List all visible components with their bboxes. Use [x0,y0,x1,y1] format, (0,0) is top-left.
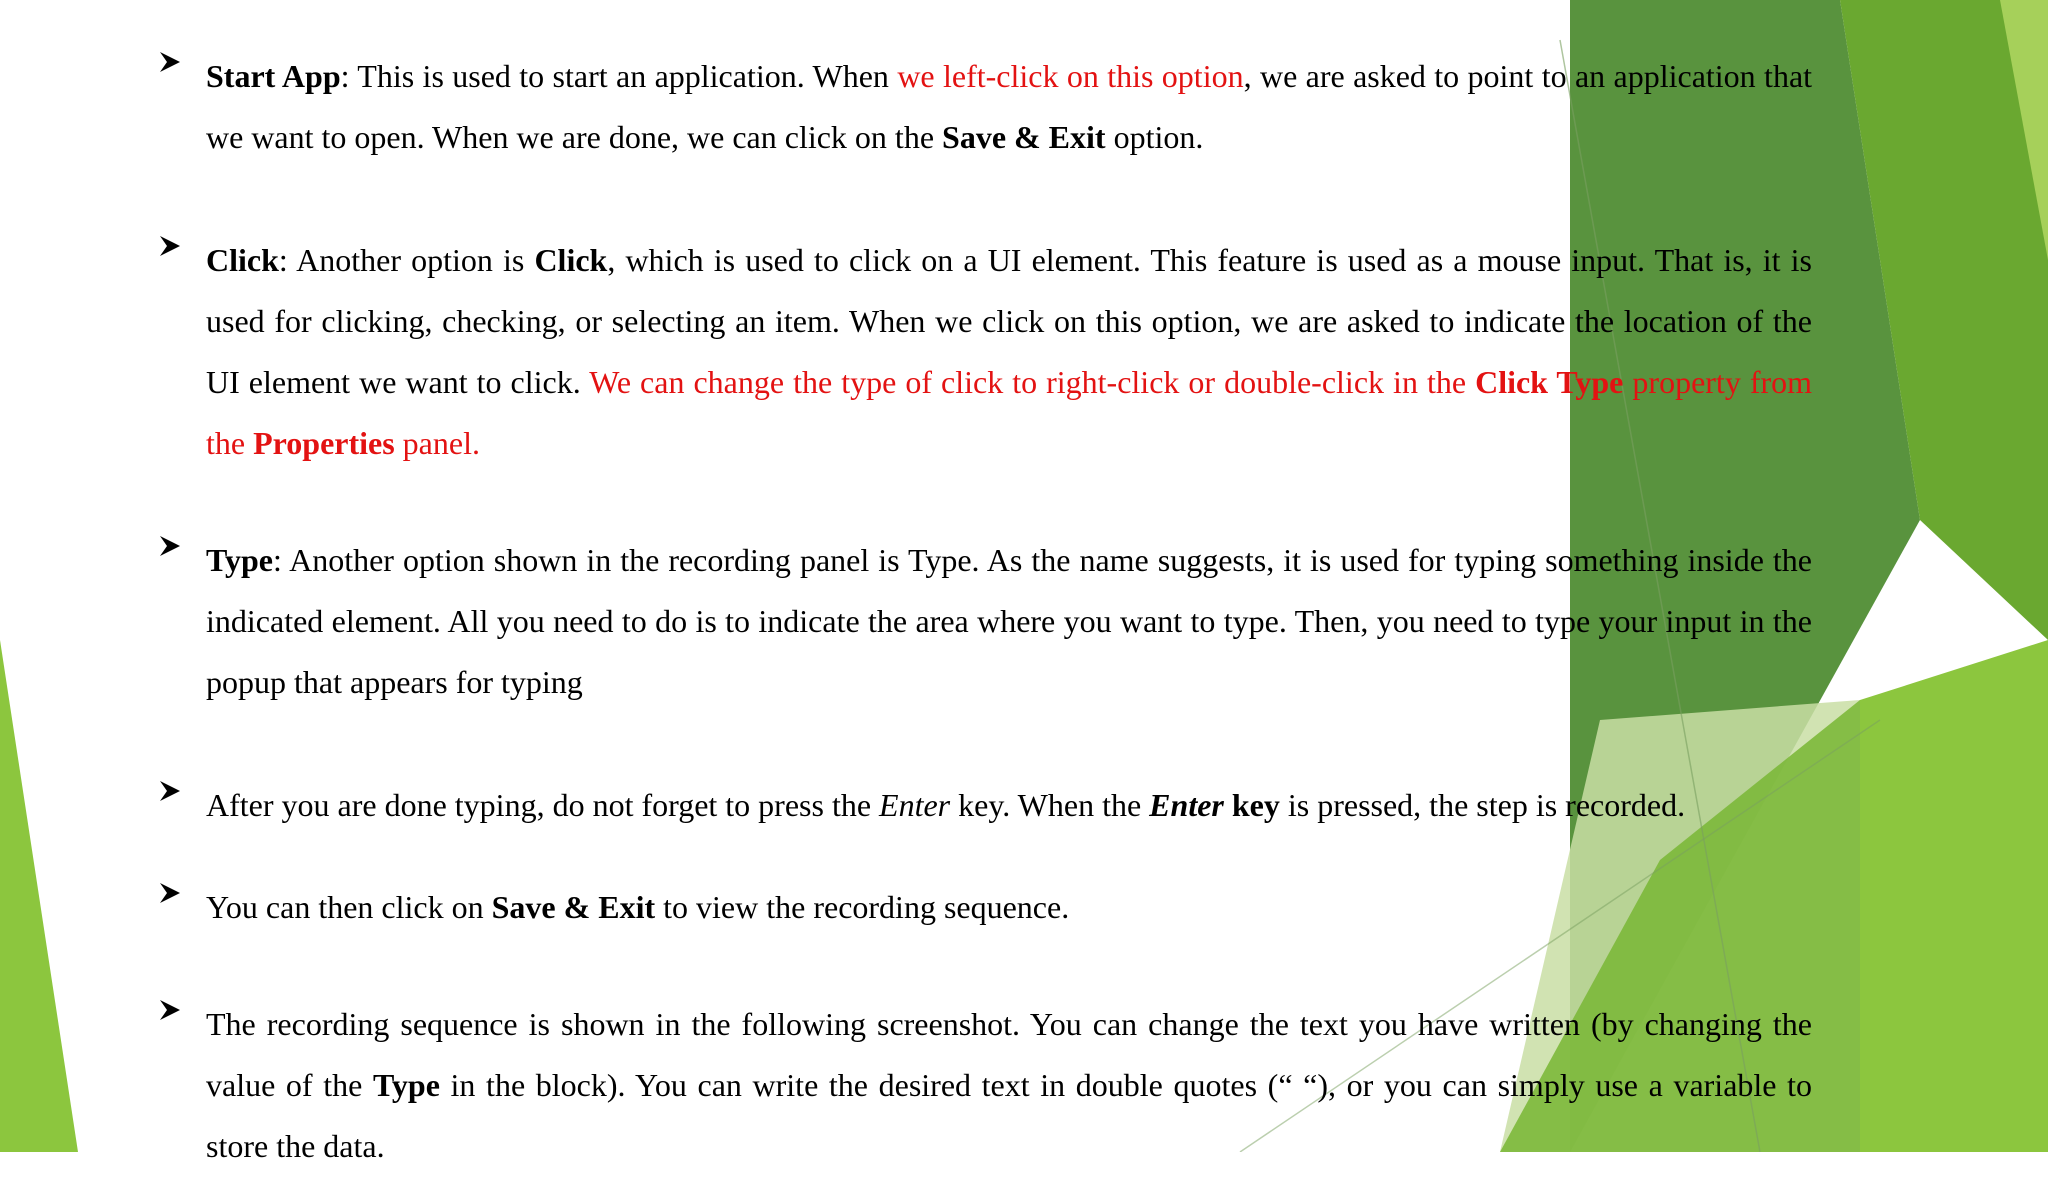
text-segment: in the block). You can write the desired text in double quotes (“ “), or you can simply use a variable to store the data. [206,1067,1813,1164]
text-segment: Type [372,1067,440,1103]
bullet-paragraph [152,994,1812,1177]
text-segment: : Another option is [278,242,535,278]
bullet-text [206,46,1812,168]
bullet-paragraph [152,877,1812,938]
text-segment: Start App [206,58,341,94]
text-segment: : This is used to start an application. When [340,58,898,94]
bullet-paragraph [152,46,1812,168]
text-segment: Click [206,242,279,278]
text-segment: is pressed, the step is recorded. [1279,787,1686,823]
text-segment: , we are asked to point to an application that we want to open. When we are done, we can click on the [206,58,1813,155]
bullet-paragraph [152,230,1812,474]
text-segment: Enter [879,787,951,823]
text-segment: Click Type [1475,364,1624,400]
bullet-text [206,877,1812,938]
text-segment: key. When the [950,787,1150,823]
text-segment: The recording sequence is shown in the following screenshot. You can change the text you have written (by changing the value of the [206,1006,1812,1103]
text-segment: Properties [253,425,395,461]
text-segment: option. [1105,119,1204,155]
text-segment: Enter [1149,787,1224,823]
bullet-paragraph [152,530,1812,713]
arrowhead-bullet-icon [158,50,182,74]
text-segment: After you are done typing, do not forget to press the [206,787,880,823]
text-segment: Save & Exit [942,119,1106,155]
arrowhead-bullet-icon [158,534,182,558]
text-segment: We can change the type of click to right-click or double-click in the [589,364,1476,400]
text-segment: property from the [206,364,1813,461]
arrowhead-bullet-icon [158,881,182,905]
bullet-text [206,775,1812,836]
text-segment: You can then click on [206,889,492,925]
text-segment: to view the recording sequence. [655,889,1070,925]
text-segment: we left-click on this option [897,58,1244,94]
bullet-text [206,530,1812,713]
bullet-paragraph [152,775,1812,836]
text-segment: , which is used to click on a UI element. This feature is used as a mouse input. That is, it is used for clicking, checking, or selecting an item. When we click on this option, we are asked to indicate the location of the UI element we want to click. [206,242,1812,400]
text-segment: panel. [394,425,480,461]
arrowhead-bullet-icon [158,998,182,1022]
text-segment: Type [206,542,273,578]
text-segment: : Another option shown in the recording panel is Type. As the name suggests, it is used for typing something inside the indicated element. All you need to do is to indicate the area where you want to type. Then, you need to type your input in the popup that appears for typing [206,542,1812,700]
bullet-text [206,994,1812,1177]
arrowhead-bullet-icon [158,234,182,258]
arrowhead-bullet-icon [158,779,182,803]
text-segment: Click [534,242,608,278]
text-segment: Save & Exit [491,889,656,925]
text-segment: key [1223,787,1280,823]
bullet-text [206,230,1812,474]
